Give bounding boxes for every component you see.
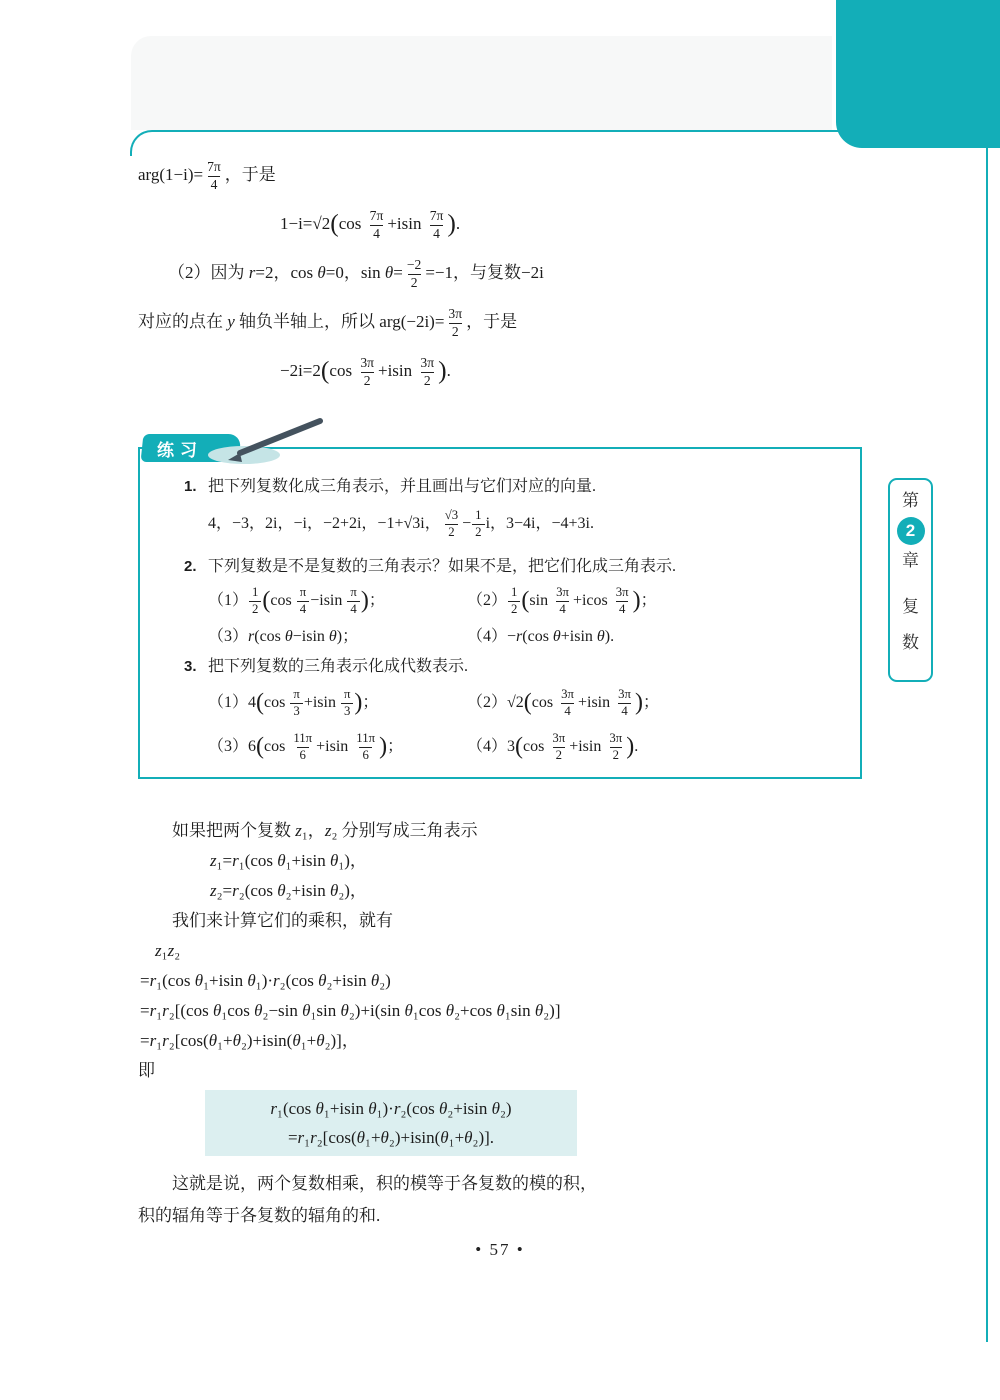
derivation-text	[138, 816, 862, 1086]
math-variable: θ	[329, 851, 339, 870]
math-variable: z	[210, 851, 217, 870]
math-variable: r	[149, 971, 157, 990]
math-variable: θ	[194, 971, 204, 990]
chapter-tab	[888, 478, 933, 682]
math-variable: θ	[464, 1128, 473, 1147]
math-variable: r	[248, 263, 256, 282]
math-variable: θ	[384, 263, 394, 282]
math-variable: θ	[277, 851, 286, 870]
math-variable: r	[232, 851, 239, 870]
math-variable: θ	[534, 1001, 544, 1020]
exercise-option: （3）6(cos $\frac{11\pi}{6}$ +isin $\frac{11\pi}{6}$ )；	[208, 731, 404, 762]
math-variable: r	[273, 971, 280, 990]
math-variable: θ	[380, 1128, 389, 1147]
exercise-subline	[208, 621, 860, 653]
math-variable: θ	[232, 1031, 241, 1050]
math-variable: θ	[438, 1099, 448, 1118]
exercise-subline	[208, 725, 860, 769]
formula-line: =r₁(cos θ₁+isin θ₁)·r₂(cos θ₂+isin θ₂)	[140, 971, 391, 990]
chapter-title-char-2: 数	[902, 633, 919, 652]
pen-icon	[200, 413, 330, 469]
formula-line: =r₁r₂[cos(θ₁+θ₂)+isin(θ₁+θ₂)].	[287, 1128, 495, 1147]
math-variable: θ	[292, 1031, 301, 1050]
exercise-item-head	[184, 473, 860, 501]
formula-line: 即	[138, 1061, 155, 1080]
formula-line: arg(1−i)= $\frac{7\pi}{4}$ ，于是	[138, 159, 276, 192]
math-variable: z	[324, 821, 332, 840]
fraction: $\frac{\pi}{3}$	[290, 688, 302, 718]
exercise-option: （2）√2(cos $\frac{3\pi}{4}$ +isin $\frac{3\pi}{4}$ )；	[467, 687, 659, 718]
formula-line: =r₁r₂[(cos θ₁cos θ₂−sin θ₁sin θ₂)+i(sin θ₁cos θ₂+cos θ₁sin θ₂)]	[140, 1001, 561, 1020]
math-variable: r	[270, 1099, 278, 1118]
fraction: $\frac{3\pi}{2}$	[609, 731, 623, 762]
fraction: $\frac{3\pi}{2}$	[448, 306, 463, 339]
chapter-tab-pre: 第	[902, 491, 919, 510]
exercise-option: （2） $\frac{1}{2}$ (sin $\frac{3\pi}{4}$ +icos $\frac{3\pi}{4}$ )；	[467, 585, 657, 616]
chapter-tab-mid: 章	[902, 551, 919, 570]
exercise-item-text: 下列复数是不是复数的三角表示？如果不是，把它们化成三角表示.	[208, 558, 677, 575]
math-variable: θ	[208, 1031, 218, 1050]
math-variable: θ	[318, 971, 327, 990]
exercise-items	[140, 473, 860, 769]
big-paren: )	[438, 355, 447, 385]
fraction: $\frac{-2}{2}$	[406, 257, 422, 290]
big-paren: )	[447, 208, 456, 238]
fraction: $\frac{√3}{2}$	[444, 508, 459, 539]
conclusion-text	[138, 1168, 862, 1232]
math-variable: r	[162, 1001, 169, 1020]
formula-line: 如果把两个复数 z₁，z₂ 分别写成三角表示	[172, 821, 478, 840]
fraction: $\frac{1}{2}$	[472, 509, 484, 539]
page-number: • 57 •	[475, 1240, 525, 1259]
fraction: $\frac{3\pi}{4}$	[561, 687, 574, 718]
fraction: $\frac{3\pi}{4}$	[556, 585, 569, 616]
big-paren: (	[256, 733, 265, 760]
big-paren: )	[354, 689, 363, 716]
big-paren: )	[360, 587, 369, 614]
header-shade	[131, 36, 832, 130]
math-variable: r	[393, 1099, 401, 1118]
math-variable: θ	[317, 263, 326, 282]
math-variable: θ	[328, 628, 337, 645]
formula-line: 我们来计算它们的乘积，就有	[172, 911, 393, 930]
math-variable: θ	[596, 628, 605, 645]
formula-line: 积的辐角等于各复数的辐角的和.	[138, 1206, 381, 1225]
page-frame-right-line	[986, 146, 988, 1342]
fraction: $\frac{\pi}{4}$	[297, 586, 309, 616]
exercise-item-number: 2.	[184, 558, 197, 575]
formula-line: r₁(cos θ₁+isin θ₁)·r₂(cos θ₂+isin θ₂)	[270, 1099, 512, 1118]
big-paren: (	[515, 733, 524, 760]
fraction: $\frac{1}{2}$	[249, 586, 261, 616]
big-paren: (	[320, 355, 330, 385]
math-variable: θ	[329, 881, 339, 900]
formula-line: 1−i=√2(cos $\frac{7\pi}{4}$ +isin $\frac{7\pi}{4}$ ).	[280, 208, 461, 241]
math-variable: θ	[370, 971, 380, 990]
formula-line: z₁=r₁(cos θ₁+isin θ₁)，	[210, 851, 367, 870]
big-paren: )	[379, 733, 388, 760]
exercise-item-head	[184, 653, 860, 681]
big-paren: )	[626, 733, 635, 760]
solution-text	[138, 150, 862, 395]
exercise-item-text: 把下列复数的三角表示化成代数表示.	[208, 658, 469, 675]
fraction: $\frac{11\pi}{6}$	[356, 731, 376, 762]
math-variable: r	[516, 628, 523, 645]
fraction: $\frac{3\pi}{2}$	[552, 731, 566, 762]
big-paren: )	[634, 689, 643, 716]
math-variable: θ	[368, 1099, 377, 1118]
math-variable: r	[297, 1128, 305, 1147]
math-variable: z	[210, 881, 217, 900]
fraction: $\frac{3\pi}{4}$	[618, 687, 631, 718]
formula-line: z₂=r₂(cos θ₂+isin θ₂)，	[210, 881, 367, 900]
math-variable: r	[310, 1128, 317, 1147]
chapter-number-badge: 2	[897, 517, 925, 545]
math-variable: z	[295, 821, 302, 840]
formula-line: =r₁r₂[cos(θ₁+θ₂)+isin(θ₁+θ₂)]，	[140, 1031, 359, 1050]
math-variable: θ	[404, 1001, 413, 1020]
math-variable: θ	[284, 628, 293, 645]
math-variable: y	[227, 312, 235, 331]
math-variable: θ	[496, 1001, 505, 1020]
big-paren: (	[521, 587, 530, 614]
fraction: $\frac{3\pi}{2}$	[360, 355, 374, 388]
fraction: $\frac{7\pi}{4}$	[369, 208, 384, 241]
exercise-option: （4）3(cos $\frac{3\pi}{2}$ +isin $\frac{3\pi}{2}$ ).	[467, 731, 639, 762]
exercise-item-number: 1.	[184, 478, 197, 495]
math-variable: θ	[316, 1031, 325, 1050]
exercise-subline	[208, 581, 860, 621]
math-variable: θ	[315, 1099, 324, 1118]
fraction: $\frac{7\pi}{4}$	[207, 159, 221, 192]
math-variable: θ	[445, 1001, 455, 1020]
formula-line: （2）因为 r=2，cos θ=0，sin θ= $\frac{-2}{2}$ =−1，与复数−2i	[168, 257, 544, 290]
math-variable: θ	[440, 1128, 449, 1147]
math-variable: θ	[247, 971, 256, 990]
math-variable: θ	[254, 1001, 263, 1020]
exercise-item-number: 3.	[184, 658, 197, 675]
math-variable: r	[149, 1031, 157, 1050]
exercise-label-text: 练习	[157, 440, 203, 460]
exercise-option: （1）4(cos $\frac{\pi}{3}$ +isin $\frac{\pi}{3}$ )；	[208, 687, 379, 718]
formula-line: 对应的点在 y 轴负半轴上，所以 arg(−2i)= $\frac{3\pi}{2}$ ，于是	[138, 306, 518, 339]
big-paren: (	[330, 208, 339, 238]
fraction: $\frac{\pi}{3}$	[341, 688, 353, 718]
math-variable: θ	[491, 1099, 500, 1118]
math-variable: θ	[340, 1001, 349, 1020]
math-variable: r	[149, 1001, 157, 1020]
header-corner-block	[836, 0, 1000, 148]
formula-line: z₁z₂	[155, 941, 181, 960]
math-variable: θ	[552, 628, 561, 645]
math-variable: z	[155, 941, 162, 960]
math-variable: θ	[277, 881, 286, 900]
exercise-option: （3）r(cos θ−isin θ)；	[208, 628, 359, 645]
math-variable: θ	[302, 1001, 311, 1020]
math-variable: θ	[356, 1128, 366, 1147]
fraction: $\frac{11\pi}{6}$	[293, 731, 313, 762]
fraction: $\frac{7\pi}{4}$	[429, 208, 444, 241]
exercise-item-head	[184, 553, 860, 581]
fraction: $\frac{3\pi}{4}$	[615, 585, 629, 616]
big-paren: (	[523, 689, 532, 716]
fraction: $\frac{3\pi}{2}$	[420, 355, 435, 388]
big-paren: )	[632, 587, 641, 614]
math-variable: r	[248, 628, 255, 645]
formula-line: −2i=2(cos $\frac{3\pi}{2}$ +isin $\frac{3\pi}{2}$ ).	[280, 355, 451, 388]
exercise-box	[138, 440, 862, 779]
exercise-subline: 4，−3，2i，−i，−2+2i，−1+√3i， $\frac{√3}{2}$ − $\frac{1}{2}$ i，3−4i，−4+3i.	[208, 508, 594, 539]
exercise-option: （1） $\frac{1}{2}$ (cos $\frac{\pi}{4}$ −isin $\frac{\pi}{4}$ )；	[208, 585, 385, 616]
fraction: $\frac{\pi}{4}$	[347, 586, 359, 616]
chapter-title-char-1: 复	[902, 597, 919, 616]
math-variable: θ	[212, 1001, 222, 1020]
big-paren: (	[256, 689, 265, 716]
math-variable: r	[232, 881, 239, 900]
math-variable: z	[167, 941, 175, 960]
formula-line: 这就是说，两个复数相乘，积的模等于各复数的模的积，	[172, 1174, 597, 1193]
exercise-option: （4）−r(cos θ+isin θ).	[467, 628, 615, 645]
big-paren: (	[262, 587, 271, 614]
fraction: $\frac{1}{2}$	[508, 586, 520, 616]
exercise-item-text: 把下列复数化成三角表示，并且画出与它们对应的向量.	[208, 478, 597, 495]
formula-highlight-box	[205, 1090, 577, 1156]
math-variable: r	[162, 1031, 169, 1050]
exercise-subline	[208, 681, 860, 725]
